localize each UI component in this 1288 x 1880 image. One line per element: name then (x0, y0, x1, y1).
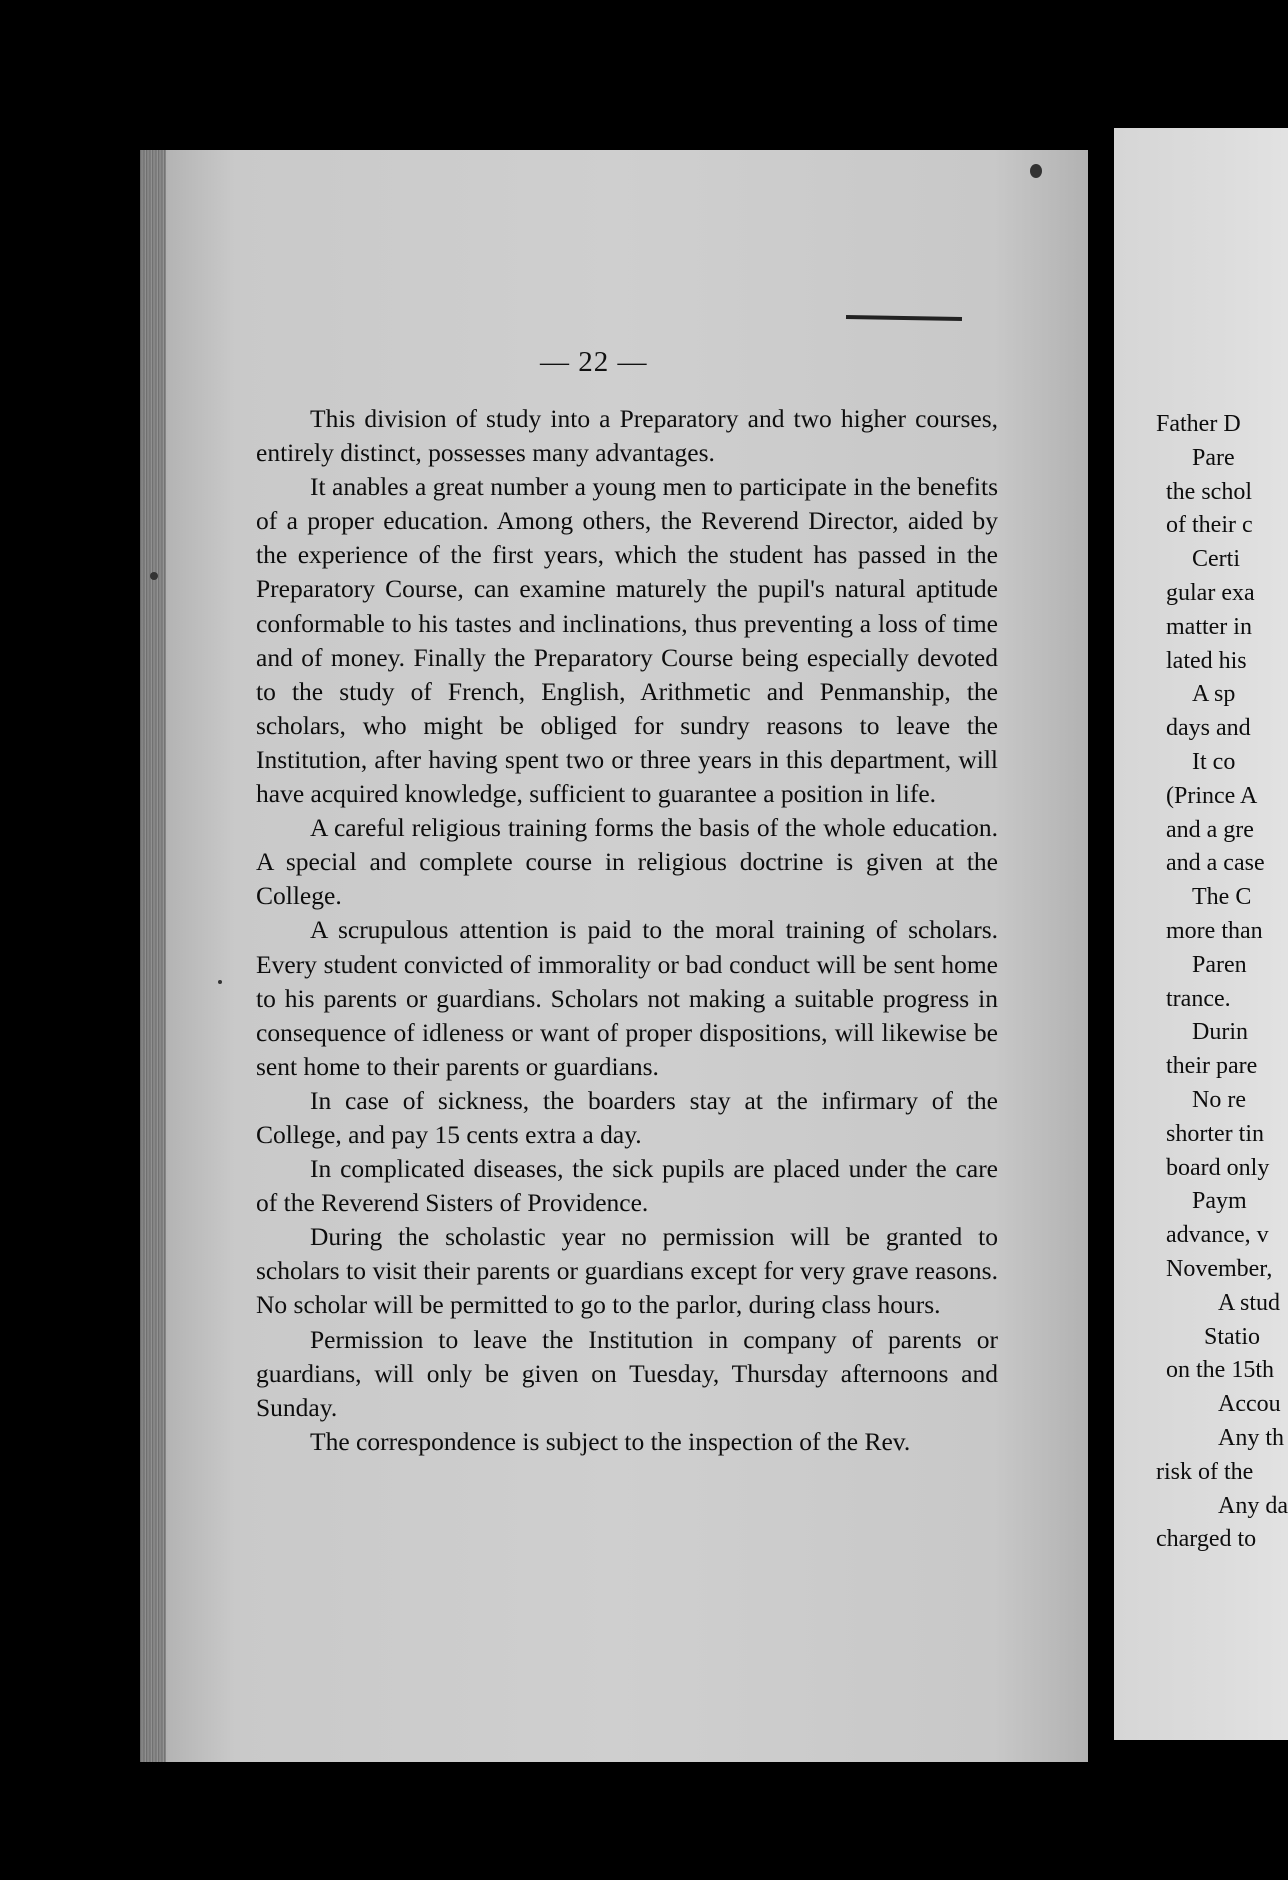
main-text-block (256, 402, 998, 1459)
facing-line: more than (1166, 917, 1263, 944)
facing-line: board only (1166, 1154, 1270, 1181)
paragraph: A scrupulous attention is paid to the moral training of scholars. Every student convicted of immorality or bad conduct will be sent home to his parents or guardians. Scholars not making a suitable progress in consequence of idleness or want of proper dispositions, will likewise be sent home to their parents or guardians. (256, 915, 998, 1081)
facing-line: lated his (1166, 647, 1247, 674)
facing-line: Any th (1218, 1424, 1284, 1451)
paragraph: In complicated diseases, the sick pupils are placed under the care of the Reverend Sisters of Providence. (256, 1154, 998, 1218)
page-binding-edge (140, 150, 166, 1762)
facing-line: trance. (1166, 985, 1231, 1012)
paragraph: It anables a great number a young men to participate in the benefits of a proper education. Among others, the Reverend Director, aided by the experience of the first years, which the student has passed in the Preparatory Course, can examine maturely the pupil's natural aptitude conformable to his tastes and inclinations, thus preventing a loss of time and of money. Finally the Preparatory Course being especially devoted to the study of French, English, Arithmetic and Penmanship, the scholars, who might be obliged for sundry reasons to leave the Institution, after having spent two or three years in this department, will have acquired knowledge, sufficient to guarantee a position in life. (256, 472, 998, 809)
ink-speck (1030, 164, 1042, 178)
ink-speck (150, 572, 158, 580)
facing-line: days and (1166, 715, 1251, 742)
facing-line: matter in (1166, 613, 1252, 640)
facing-line: November, (1166, 1255, 1273, 1282)
facing-line: on the 15th (1166, 1357, 1274, 1384)
facing-line: A stud (1218, 1289, 1281, 1316)
facing-line: gular exa (1166, 579, 1255, 606)
facing-line: Paren (1192, 951, 1247, 978)
paragraph: Permission to leave the Institution in company of parents or guardians, will only be given on Tuesday, Thursday afternoons and Sunday. (256, 1324, 998, 1422)
facing-line: (Prince A (1166, 782, 1258, 809)
facing-line: the schol (1166, 478, 1252, 505)
facing-line: Paym (1192, 1188, 1247, 1215)
paragraph: In case of sickness, the boarders stay at the infirmary of the College, and pay 15 cents extra a day. (256, 1085, 998, 1149)
paragraph: During the scholastic year no permission will be granted to scholars to visit their parents or guardians except for very grave reasons. No scholar will be permitted to go to the parlor, during class hours. (256, 1222, 998, 1320)
facing-line: risk of the (1156, 1458, 1254, 1485)
facing-line: Statio (1204, 1323, 1261, 1350)
facing-line: Pare (1192, 444, 1235, 471)
facing-line: and a gre (1166, 816, 1254, 843)
facing-line: charged to (1156, 1526, 1257, 1553)
paragraph: A careful religious training forms the basis of the whole education. A special and complete course in religious doctrine is given at the College. (256, 813, 998, 911)
facing-line: and a case (1166, 850, 1265, 877)
paragraph: The correspondence is subject to the inspection of the Rev. (310, 1426, 911, 1456)
facing-line: It co (1192, 748, 1236, 775)
facing-line: A sp (1192, 681, 1236, 708)
ink-speck (218, 980, 222, 984)
facing-line: No re (1192, 1086, 1246, 1113)
facing-line: their pare (1166, 1053, 1258, 1080)
facing-line: Any da (1218, 1492, 1288, 1519)
facing-line: The C (1192, 884, 1252, 911)
facing-line: Certi (1192, 546, 1240, 573)
facing-page-text (1156, 408, 1288, 1557)
facing-line: advance, v (1166, 1222, 1269, 1249)
facing-line: Durin (1192, 1019, 1248, 1046)
paragraph: This division of study into a Preparatory and two higher courses, entirely distinct, possesses many advantages. (256, 404, 998, 468)
facing-line: shorter tin (1166, 1120, 1264, 1147)
facing-line: Accou (1218, 1391, 1281, 1418)
facing-line: of their c (1166, 512, 1253, 539)
facing-line: Father D (1156, 411, 1241, 437)
page-number: — 22 — (540, 346, 648, 378)
